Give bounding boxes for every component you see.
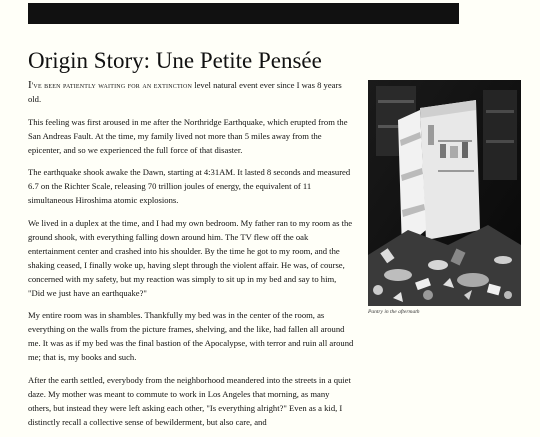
page-title: Origin Story: Une Petite Pensée [28,48,322,73]
lead-initial: I [28,79,32,91]
article-paragraph: The earthquake shook awake the Dawn, starting at 4:31AM. It lasted 8 seconds and measured 6.7 on the Richter Scale, releasing 70 trillion joules of energy, the equivalent of 11 simultaneous Hiroshima atomic explosions. [28,167,351,205]
pantry-photo [368,80,521,306]
photo-caption: Pantry in the aftermath [368,309,420,315]
article-paragraph: We lived in a duplex at the time, and I had my own bedroom. My father ran to my room as the ground shook, with everything falling down around him. The TV flew off the oak entertainment center and crashed into his shoulder. By the time he got to my room, and the shaking ceased, I finally woke up, having slept through the violent affair. He was, of course, concerned with my safety, but my reaction was simply to sit up in my bed and say to him, "Did we just have an earthquake?" [28,217,353,298]
article-paragraph: This feeling was first aroused in me after the Northridge Earthquake, which erupted from the San Andreas Fault. At the time, my family lived not more than 5 miles away from the epicenter, and so we experienced the full force of that disaster. [28,116,348,155]
article-paragraph: My entire room was in shambles. Thankfully my bed was in the center of the room, as everything on the walls from the picture frames, shelving, and the like, had fallen all around me. It was as if my bed was the final bastion of the Apocalypse, with terror and ruin all around me; that is, my books and such. [28,310,354,362]
pantry-photo-figure [368,80,521,306]
lead-smallcaps: 've been patiently waiting for an extinction [31,80,193,90]
lead-rest: level natural event ever since I was 8 years old. [28,80,342,104]
article-paragraph: After the earth settled, everybody from the neighborhood meandered into the streets in a quiet daze. My mother was meant to commute to work in Los Angeles that morning, as many others, but instead they were left asking each other, "Is everything alright?" Even as a kid, I distinctly recall a collective sense of bewilderment, but also care, and [28,374,351,427]
header-bar [28,3,459,24]
lead-paragraph [28,78,354,106]
article-body [28,78,354,437]
